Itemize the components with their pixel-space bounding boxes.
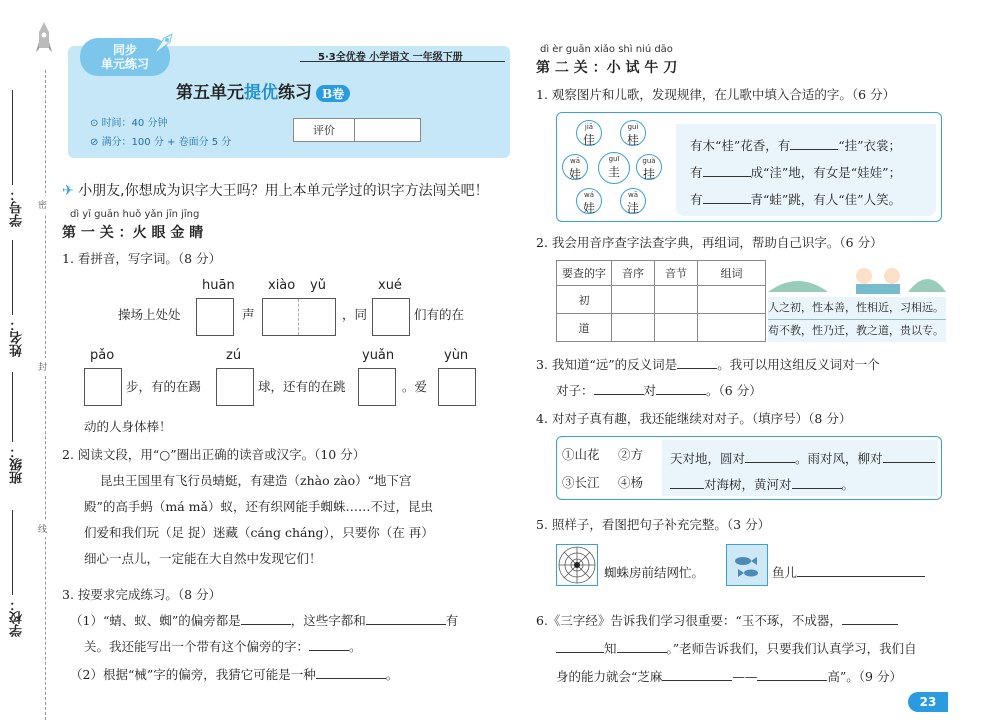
score-info: ⊘ 满分：100 分 + 卷面分 5 分	[90, 137, 232, 148]
q2-para3: 们爱和我们玩（足 捉）迷藏（cáng cháng），只要你（在 再）	[84, 525, 434, 540]
p2-q6-blank5[interactable]	[757, 680, 827, 681]
part2-pinyin: dì èr guān xiǎo shì niú dāo	[540, 44, 673, 55]
q1-line2b: 球，还有的在跳	[258, 379, 346, 394]
rocket-small-icon: ✈	[62, 183, 74, 199]
table-row-char: 道	[557, 314, 612, 342]
children-reading-illustration	[768, 262, 946, 296]
p2-q3-blank-antonym[interactable]	[677, 368, 717, 369]
q1-line3: 动的人身体棒！	[84, 419, 172, 434]
p2-q1-blank2[interactable]	[703, 176, 751, 177]
evaluation-label: 评价	[294, 119, 355, 141]
quote-line1: 人之初，性本善，性相近，习相远。	[768, 297, 946, 320]
q1-line1d: 们有的在	[414, 307, 465, 322]
part2-title: 第 二 关 ：小 试 牛 刀	[536, 60, 678, 76]
q1-py5: pǎo	[90, 348, 115, 363]
rocket-decor-icon	[150, 30, 178, 62]
q1-py3: yǔ	[310, 278, 326, 293]
q1-py8: yùn	[444, 348, 469, 363]
name-blank	[12, 240, 13, 315]
q1-py6: zú	[226, 348, 242, 363]
p2-q2-table	[556, 260, 766, 342]
q1-line1b: 声	[242, 307, 255, 322]
q1-line2c: 。爱	[402, 379, 428, 394]
q3-s2: （2）根据“械”字的偏旁，我猜它可能是一种 。	[70, 667, 399, 682]
binding-strip	[0, 0, 62, 728]
p2-q4-blank4[interactable]	[792, 488, 842, 489]
p2-q6-line1: 6.《三字经》告诉我们学习很重要：“玉不琢，不成器，	[536, 612, 898, 630]
q1-py4: xué	[378, 278, 402, 293]
table-header: 音序	[612, 261, 655, 286]
char-bubble-center: guī 圭	[598, 152, 630, 184]
p2-q3-blank-right[interactable]	[656, 394, 706, 395]
p2-q5-blank[interactable]	[797, 576, 925, 577]
table-cell-input[interactable]	[655, 314, 698, 342]
q1-py7: yuǎn	[362, 348, 395, 363]
time-info: ⊙ 时间：40 分钟	[90, 118, 168, 129]
q1-grid-yun[interactable]	[438, 368, 476, 406]
b-volume-badge: B卷	[316, 85, 350, 102]
clock-icon: ⊙	[90, 118, 102, 129]
table-cell-input[interactable]	[698, 314, 766, 342]
q3-heading: 3. 按要求完成练习。（8 分）	[62, 587, 222, 602]
cut-mark-close: 封	[38, 358, 47, 375]
evaluation-box	[293, 118, 421, 142]
q3-blank-radical[interactable]	[241, 624, 291, 625]
q1-py2: xiào	[268, 278, 296, 293]
table-header: 组词	[698, 261, 766, 286]
id-blank	[12, 90, 13, 185]
q2-para4: 细心一点儿，一定能在大自然中发现它们！	[84, 551, 322, 566]
q3-blank-related[interactable]	[366, 624, 446, 625]
p2-q3-line1: 3. 我知道“远”的反义词是 。我可以用这组反义词对一个	[536, 357, 880, 372]
p2-q1-blank1[interactable]	[790, 149, 838, 150]
table-header: 要查的字	[557, 261, 612, 286]
class-blank	[12, 372, 13, 442]
p2-q5-example: 蜘蛛房前结网忙。	[604, 565, 705, 580]
char-bubble-3: wā 娃	[562, 154, 588, 180]
series-rule	[300, 61, 505, 62]
p2-q4-blank1[interactable]	[745, 462, 795, 463]
p2-q1-heading: 1. 观察图片和儿歌，发现规律，在儿歌中填入合适的字。（6 分）	[536, 87, 896, 102]
intro-text: 小朋友,你想成为识字大王吗？用上本单元学过的识字方法闯关吧！	[78, 183, 489, 199]
part1-pinyin: dì yī guān huǒ yǎn jīn jīng	[70, 209, 200, 220]
char-bubble-4: guà 挂	[636, 154, 662, 180]
q1-grid-xue[interactable]	[372, 298, 410, 336]
char-bubble-5: wá 娃	[576, 188, 602, 214]
p2-q1-line2: 有 成“洼”地，有女是“娃娃”；	[690, 165, 902, 180]
q1-line2a: 步，有的在踢	[126, 379, 202, 394]
fish-image	[726, 544, 768, 586]
name-label: 姓名：	[10, 318, 25, 357]
q1-grid-pao[interactable]	[84, 368, 122, 406]
school-blank	[12, 510, 13, 595]
p2-q1-line1: 有木“桂”花香，有 “挂”衣裳；	[690, 138, 902, 153]
spider-web-image	[556, 544, 598, 586]
p2-q2-table-wrap	[556, 260, 766, 342]
q1-grid-xiaoyu[interactable]	[262, 298, 336, 336]
p2-q6-line2: 知 。”老师告诉我们，只要我们认真学习，我们自	[556, 640, 917, 658]
q1-line1a: 操场上处处	[118, 307, 181, 322]
p2-q6-blank2[interactable]	[556, 652, 604, 653]
q1-grid-huanxiao1[interactable]	[196, 298, 234, 336]
p2-q6-blank4[interactable]	[662, 680, 732, 681]
table-row-char: 初	[557, 286, 612, 314]
page-number: 23	[908, 692, 948, 712]
badge-line2: 单元练习	[100, 57, 149, 71]
page-title: 第五单元提优练习 B卷	[176, 78, 350, 103]
intro-line	[62, 180, 489, 200]
p2-q1-char-cluster	[562, 116, 668, 218]
q2-heading: 2. 阅读文段，用“○”圈出正确的读音或汉字。（10 分）	[62, 447, 366, 462]
opt-3: ③长江	[562, 475, 600, 490]
part1-title: 第 一 关 ：火 眼 金 睛	[62, 225, 204, 241]
p2-q6-blank3[interactable]	[617, 652, 667, 653]
cut-mark-line: 线	[38, 520, 47, 537]
char-bubble-6: wā 洼	[620, 188, 646, 214]
opt-4: ④杨	[618, 475, 644, 490]
opt-2: ②方	[618, 447, 644, 462]
p2-q6-blank1[interactable]	[842, 624, 898, 625]
quote-line2: 苟不教，性乃迁，教之道，贵以专。	[768, 324, 944, 337]
q2-para1: 昆虫王国里有飞行员蜻蜓，有建造（zhào zào）“地下宫	[100, 473, 412, 488]
q1-grid-yuan[interactable]	[358, 368, 396, 406]
char-bubble-2: guì 桂	[620, 120, 646, 146]
table-cell-input[interactable]	[698, 286, 766, 314]
p2-q1-blank3[interactable]	[703, 203, 751, 204]
q1-grid-zu[interactable]	[216, 368, 254, 406]
p2-q4-blank3[interactable]	[670, 488, 704, 489]
q1-heading: 1. 看拼音，写字词。（8 分）	[62, 251, 222, 266]
p2-q5-fill: 鱼儿	[772, 564, 925, 582]
rocket-icon	[36, 22, 52, 58]
badge-line1: 同步	[112, 43, 137, 57]
evaluation-field[interactable]	[355, 119, 420, 141]
q3-s1: （1）“蜻、蚁、蜘”的偏旁都是 ，这些字都和 有	[70, 613, 459, 628]
table-cell-input[interactable]	[612, 314, 655, 342]
check-icon: ⊘	[90, 137, 102, 148]
q3-s1-cont: 关。我还能写出一个带有这个偏旁的字： 。	[84, 639, 362, 654]
table-cell-input[interactable]	[655, 286, 698, 314]
cut-mark-seal: 密	[38, 196, 47, 213]
p2-q6-line3: 身的能力就会“芝麻 —— 高”。（9 分）	[556, 669, 902, 684]
p2-q4-row2: 对海树，黄河对 。	[670, 476, 854, 494]
char-bubble-1: jiā 佳	[576, 120, 602, 146]
opt-1: ①山花	[562, 447, 600, 462]
sanzijing-quote	[768, 297, 946, 342]
q1-py1: huān	[202, 278, 235, 293]
p2-q3-blank-left[interactable]	[594, 394, 644, 395]
p2-q1-line3: 有 青“蛙”跳，有人“佳”人笑。	[690, 192, 902, 207]
series-label: 5·3全优卷 小学语文 一年级下册	[318, 52, 463, 63]
class-label: 班级：	[10, 445, 25, 484]
p2-q4-heading: 4. 对对子真有趣，我还能继续对对子。（填序号）（8 分）	[536, 411, 852, 426]
student-id-label: 学号：	[10, 188, 25, 227]
p2-q4-blank2[interactable]	[883, 462, 935, 463]
table-cell-input[interactable]	[612, 286, 655, 314]
table-header: 音节	[655, 261, 698, 286]
p2-q5-heading: 5. 照样子，看图把句子补充完整。（3 分）	[536, 517, 771, 532]
q3-blank-guess[interactable]	[316, 678, 386, 679]
school-label: 学校：	[10, 598, 25, 637]
p2-q2-heading: 2. 我会用音序查字法查字典，再组词，帮助自己识字。（6 分）	[536, 235, 883, 250]
binding-dashed-line	[45, 70, 46, 720]
p2-q4-row1: 天对地，圆对 。雨对风，柳对	[670, 450, 935, 468]
q2-para2: 殿”的高手蚂（má mǎ）蚁，还有织网能手蜘蛛……不过，昆虫	[84, 499, 433, 514]
q1-line1c: ，同	[342, 307, 368, 322]
p2-q3-line2: 对子： 对 。（6 分）	[556, 383, 762, 398]
q3-blank-char[interactable]	[309, 650, 349, 651]
